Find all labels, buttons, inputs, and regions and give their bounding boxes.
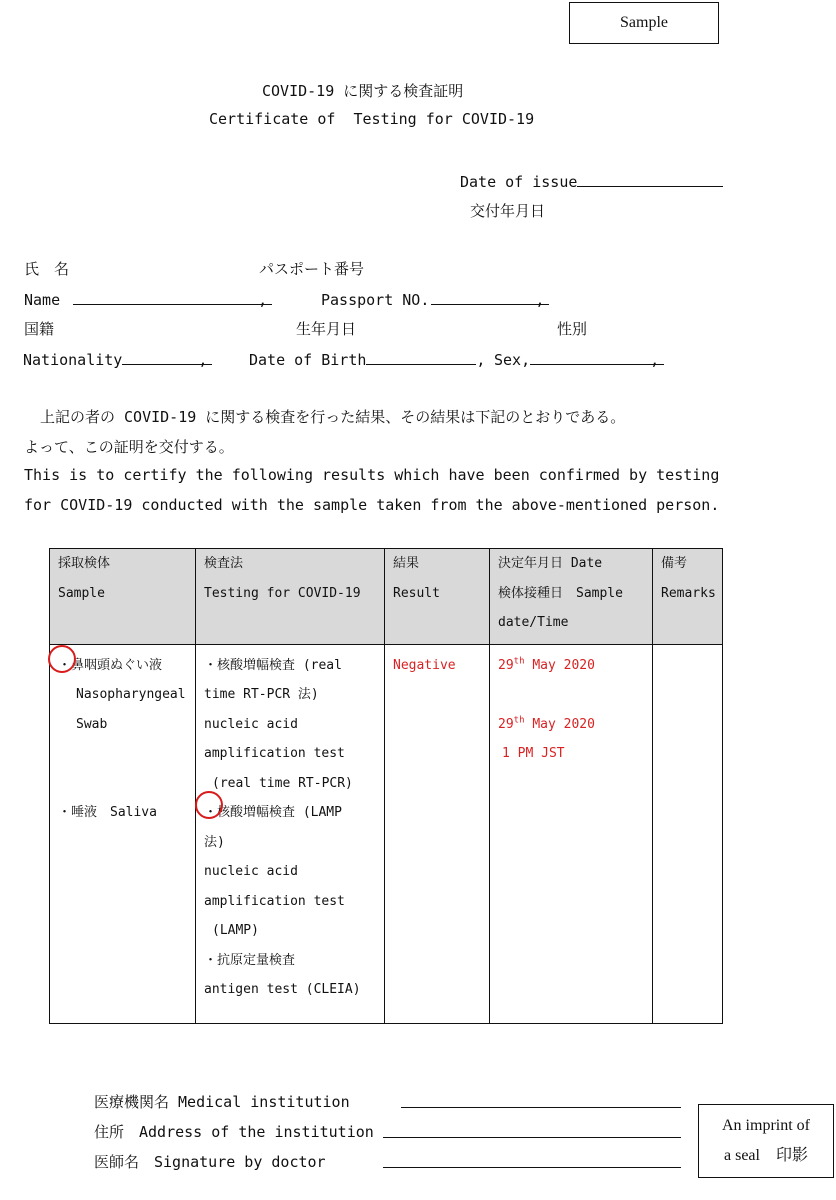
test-2-en-line1: nucleic acid	[204, 864, 298, 879]
passport-ja-label: パスポート番号	[259, 260, 365, 278]
test-3-en: antigen test (CLEIA)	[204, 982, 361, 997]
passport-row	[321, 288, 544, 309]
name-label: Name	[24, 291, 61, 309]
test-2-ja-line1: ・核酸増幅検査 (LAMP	[204, 805, 342, 820]
statement-ja-line1: 上記の者の COVID-19 に関する検査を行った結果、その結果は下記のとおりである。	[40, 408, 626, 426]
dob-row	[249, 348, 485, 369]
name-field[interactable]	[73, 288, 272, 305]
sample-label: Sample	[620, 14, 668, 31]
test-2-ja-line2: 法)	[204, 834, 225, 850]
date-2-day: 29	[498, 716, 514, 732]
test-1-ja-line1: ・核酸増幅検査 (real	[204, 657, 342, 673]
test-2-en-line2: amplification test	[204, 893, 345, 909]
name-ja-label: 氏 名	[24, 260, 70, 278]
date-of-issue-ja-label: 交付年月日	[470, 202, 546, 220]
header-date-line2: 検体接種日 Sample	[498, 585, 623, 601]
date-of-issue-field[interactable]	[577, 170, 723, 187]
test-1-en-line2: amplification test	[204, 746, 345, 761]
header-result-ja: 結果	[393, 556, 420, 571]
passport-label: Passport NO.	[321, 291, 430, 309]
dob-ja-label: 生年月日	[296, 320, 357, 338]
sex-ja-label: 性別	[557, 320, 588, 338]
passport-comma: ,	[535, 291, 545, 309]
header-sample-en: Sample	[58, 585, 105, 601]
date-of-issue-label: Date of issue	[460, 173, 578, 191]
header-sample-ja: 採取検体	[58, 556, 111, 571]
sample-stamp-box	[569, 2, 719, 44]
test-cell	[196, 644, 385, 1024]
header-result	[385, 549, 490, 645]
dob-comma: ,	[476, 351, 486, 369]
nationality-ja-label: 国籍	[24, 320, 55, 338]
header-result-en: Result	[393, 585, 440, 601]
table-header-row	[50, 549, 723, 645]
nationality-comma: ,	[198, 351, 208, 369]
nationality-row	[23, 348, 207, 369]
date-1-suffix: th	[513, 656, 525, 667]
sex-comma-after-label: ,	[521, 351, 531, 369]
statement-ja-line2: よって、この証明を交付する。	[24, 438, 234, 456]
header-remarks-ja: 備考	[661, 556, 688, 571]
date-2-rest: May 2020	[524, 716, 595, 732]
date-1	[498, 651, 644, 681]
header-date-line3: date/Time	[498, 615, 569, 630]
header-remarks	[653, 549, 723, 645]
passport-field[interactable]	[431, 288, 549, 305]
header-test-ja: 検査法	[204, 556, 244, 571]
nationality-label: Nationality	[23, 351, 123, 369]
header-sample	[50, 549, 196, 645]
header-remarks-en: Remarks	[661, 585, 716, 601]
sample-1-en-line1: Nasopharyngeal	[76, 687, 186, 702]
date-2	[498, 710, 644, 740]
sex-field[interactable]	[530, 348, 664, 365]
name-comma: ,	[258, 291, 268, 309]
sample-2: ・唾液 Saliva	[58, 805, 157, 820]
test-1-en-line3: (real time RT-PCR)	[212, 775, 353, 791]
statement-en-line2: for COVID-19 conducted with the sample taken from the above-mentioned person.	[24, 496, 720, 514]
result-cell	[385, 644, 490, 1024]
date-1-rest: May 2020	[524, 657, 595, 673]
signature-label: 医師名 Signature by doctor	[94, 1153, 326, 1171]
title-japanese: COVID-19 に関する検査証明	[262, 82, 464, 100]
date-cell	[490, 644, 653, 1024]
result-value: Negative	[393, 657, 456, 673]
header-test-en: Testing for COVID-19	[204, 585, 361, 601]
results-table	[49, 548, 723, 1024]
table-row	[50, 644, 723, 1024]
institution-label: 医療機関名 Medical institution	[94, 1093, 350, 1111]
sex-row	[494, 348, 659, 369]
statement-en-line1: This is to certify the following results which have been confirmed by testing	[24, 466, 720, 484]
seal-box[interactable]	[698, 1104, 834, 1178]
date-2-suffix: th	[513, 715, 525, 726]
sample-cell	[50, 644, 196, 1024]
remarks-cell	[653, 644, 723, 1024]
institution-field[interactable]	[401, 1107, 681, 1108]
date-1-day: 29	[498, 657, 514, 673]
highlight-circle-lamp	[195, 791, 223, 819]
date-of-issue-row	[460, 170, 723, 191]
name-row	[24, 288, 267, 309]
signature-field[interactable]	[383, 1167, 681, 1168]
address-label: 住所 Address of the institution	[94, 1123, 374, 1141]
highlight-circle-sample	[48, 645, 76, 673]
dob-label: Date of Birth	[249, 351, 367, 369]
test-3-ja: ・抗原定量検査	[204, 952, 296, 968]
test-1-ja-line2: time RT-PCR 法)	[204, 687, 319, 702]
sample-1-ja: ・鼻咽頭ぬぐい液	[58, 657, 163, 673]
sample-1-en-line2: Swab	[76, 716, 108, 732]
sex-label: Sex	[494, 351, 522, 369]
address-field[interactable]	[383, 1137, 681, 1138]
seal-label-line2: a seal 印影	[724, 1147, 808, 1164]
header-date	[490, 549, 653, 645]
dob-field[interactable]	[366, 348, 476, 365]
test-1-en-line1: nucleic acid	[204, 716, 298, 732]
title-english: Certificate of Testing for COVID-19	[209, 110, 535, 128]
date-2-time: 1 PM JST	[502, 746, 565, 761]
header-date-line1: 決定年月日 Date	[498, 556, 603, 571]
header-test	[196, 549, 385, 645]
test-2-en-line3: (LAMP)	[212, 923, 259, 938]
sex-comma: ,	[650, 351, 660, 369]
seal-label-line1: An imprint of	[722, 1117, 810, 1134]
